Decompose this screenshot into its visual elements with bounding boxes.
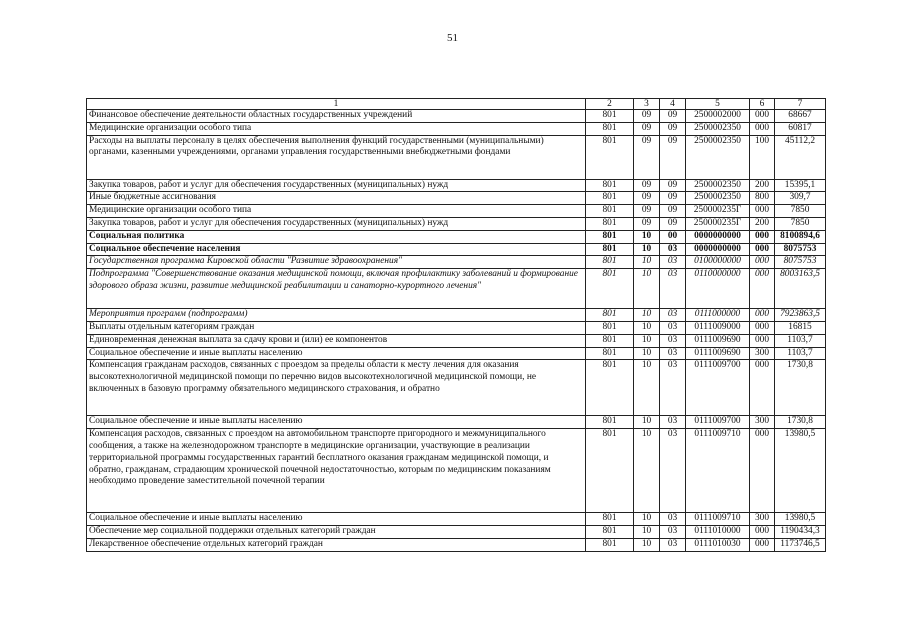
cell-grbs: 801	[586, 538, 634, 551]
cell-subsection: 09	[660, 179, 686, 192]
table-row	[87, 269, 826, 309]
cell-name: Медицинские организации особого типа	[87, 205, 586, 218]
cell-amount: 8075753	[775, 256, 826, 269]
cell-section: 10	[634, 243, 660, 256]
cell-amount: 45112,2	[775, 135, 826, 179]
cell-amount: 16815	[775, 321, 826, 334]
cell-section: 10	[634, 347, 660, 360]
cell-target-article: 2500002350	[686, 122, 750, 135]
cell-name: Закупка товаров, работ и услуг для обеспечения государственных (муниципальных) нужд	[87, 217, 586, 230]
cell-subsection: 03	[660, 334, 686, 347]
cell-amount: 1190434,3	[775, 525, 826, 538]
cell-expense-type: 000	[750, 205, 775, 218]
cell-expense-type: 000	[750, 334, 775, 347]
cell-subsection: 00	[660, 230, 686, 243]
table-row	[87, 334, 826, 347]
cell-section: 10	[634, 269, 660, 309]
cell-subsection: 03	[660, 243, 686, 256]
cell-section: 09	[634, 135, 660, 179]
cell-target-article: 0000000000	[686, 230, 750, 243]
cell-subsection: 09	[660, 122, 686, 135]
cell-grbs: 801	[586, 513, 634, 526]
cell-subsection: 09	[660, 192, 686, 205]
cell-target-article: 250000235Г	[686, 205, 750, 218]
table-row	[87, 230, 826, 243]
cell-subsection: 03	[660, 321, 686, 334]
budget-table	[86, 98, 826, 552]
cell-target-article: 2500002350	[686, 179, 750, 192]
cell-name: Обеспечение мер социальной поддержки отдельных категорий граждан	[87, 525, 586, 538]
cell-expense-type: 000	[750, 243, 775, 256]
cell-grbs: 801	[586, 269, 634, 309]
table-row	[87, 538, 826, 551]
cell-section: 10	[634, 321, 660, 334]
cell-target-article: 0110000000	[686, 269, 750, 309]
cell-target-article: 0111009700	[686, 416, 750, 429]
cell-target-article: 2500002350	[686, 192, 750, 205]
table-row	[87, 360, 826, 416]
cell-name: Подпрограмма "Совершенствование оказания медицинской помощи, включая профилактику заболеваний и формирование здорового образа жизни, развитие медицинской реабилитации и санаторно-курортного лечения"	[87, 269, 586, 309]
cell-name: Социальное обеспечение и иные выплаты населению	[87, 416, 586, 429]
cell-amount: 13980,5	[775, 513, 826, 526]
cell-amount: 13980,5	[775, 429, 826, 513]
cell-subsection: 03	[660, 347, 686, 360]
cell-amount: 8075753	[775, 243, 826, 256]
cell-target-article: 0111009690	[686, 347, 750, 360]
table-row	[87, 513, 826, 526]
cell-target-article: 0111010000	[686, 525, 750, 538]
cell-amount: 309,7	[775, 192, 826, 205]
cell-expense-type: 000	[750, 110, 775, 123]
cell-section: 10	[634, 360, 660, 416]
cell-expense-type: 200	[750, 217, 775, 230]
table-row	[87, 525, 826, 538]
cell-section: 10	[634, 309, 660, 322]
cell-name: Мероприятия программ (подпрограмм)	[87, 309, 586, 322]
cell-name: Государственная программа Кировской области "Развитие здравоохранения"	[87, 256, 586, 269]
cell-grbs: 801	[586, 416, 634, 429]
table-row	[87, 416, 826, 429]
cell-target-article: 250000235Г	[686, 217, 750, 230]
cell-expense-type: 800	[750, 192, 775, 205]
cell-section: 09	[634, 110, 660, 123]
table-row	[87, 309, 826, 322]
table-row	[87, 217, 826, 230]
col-header-expense-type: 6	[750, 99, 775, 110]
cell-amount: 8003163,5	[775, 269, 826, 309]
cell-grbs: 801	[586, 217, 634, 230]
cell-name: Компенсация расходов, связанных с проездом на автомобильном транспорте пригородного и межмуниципального сообщения, а также на железнодорожном транспорте в медицинские организации, участвующие в реализации территориальной программы государственных гарантий бесплатного оказания гражданам медицинской помощи, и обратно, гражданам, страдающим хронической почечной недостаточностью, которым по медицинским показаниям необходимо проведение заместительной почечной терапии	[87, 429, 586, 513]
cell-target-article: 2500002350	[686, 135, 750, 179]
cell-grbs: 801	[586, 360, 634, 416]
cell-name: Выплаты отдельным категориям граждан	[87, 321, 586, 334]
cell-subsection: 09	[660, 135, 686, 179]
cell-expense-type: 000	[750, 122, 775, 135]
cell-section: 10	[634, 429, 660, 513]
cell-expense-type: 000	[750, 256, 775, 269]
cell-subsection: 03	[660, 513, 686, 526]
cell-target-article: 0111010030	[686, 538, 750, 551]
cell-subsection: 03	[660, 538, 686, 551]
cell-grbs: 801	[586, 243, 634, 256]
cell-target-article: 0100000000	[686, 256, 750, 269]
cell-name: Социальное обеспечение и иные выплаты населению	[87, 513, 586, 526]
table-row	[87, 243, 826, 256]
cell-expense-type: 200	[750, 179, 775, 192]
cell-name: Единовременная денежная выплата за сдачу крови и (или) ее компонентов	[87, 334, 586, 347]
cell-expense-type: 000	[750, 230, 775, 243]
cell-subsection: 09	[660, 205, 686, 218]
cell-section: 09	[634, 217, 660, 230]
cell-target-article: 2500002000	[686, 110, 750, 123]
cell-section: 10	[634, 256, 660, 269]
cell-amount: 7923863,5	[775, 309, 826, 322]
cell-amount: 1103,7	[775, 334, 826, 347]
cell-expense-type: 000	[750, 269, 775, 309]
table-row	[87, 429, 826, 513]
table-row	[87, 179, 826, 192]
cell-section: 10	[634, 513, 660, 526]
cell-expense-type: 000	[750, 429, 775, 513]
cell-section: 09	[634, 205, 660, 218]
cell-section: 09	[634, 122, 660, 135]
table-row	[87, 135, 826, 179]
cell-grbs: 801	[586, 321, 634, 334]
cell-grbs: 801	[586, 309, 634, 322]
cell-subsection: 03	[660, 309, 686, 322]
cell-grbs: 801	[586, 135, 634, 179]
cell-name: Медицинские организации особого типа	[87, 122, 586, 135]
cell-target-article: 0111009710	[686, 513, 750, 526]
cell-target-article: 0111009710	[686, 429, 750, 513]
table-header-row	[87, 99, 826, 110]
cell-expense-type: 000	[750, 309, 775, 322]
cell-amount: 7850	[775, 217, 826, 230]
cell-target-article: 0111009700	[686, 360, 750, 416]
cell-expense-type: 000	[750, 525, 775, 538]
cell-target-article: 0111000000	[686, 309, 750, 322]
cell-name: Социальная политика	[87, 230, 586, 243]
cell-subsection: 03	[660, 256, 686, 269]
cell-section: 09	[634, 192, 660, 205]
cell-amount: 1173746,5	[775, 538, 826, 551]
cell-expense-type: 100	[750, 135, 775, 179]
cell-expense-type: 000	[750, 360, 775, 416]
cell-name: Расходы на выплаты персоналу в целях обеспечения выполнения функций государственными (муниципальными) органами, казенными учреждениями, органами управления государственными внебюджетными фондами	[87, 135, 586, 179]
cell-subsection: 03	[660, 525, 686, 538]
cell-amount: 15395,1	[775, 179, 826, 192]
cell-amount: 1103,7	[775, 347, 826, 360]
cell-expense-type: 000	[750, 321, 775, 334]
cell-section: 10	[634, 416, 660, 429]
cell-section: 10	[634, 230, 660, 243]
table-row	[87, 122, 826, 135]
cell-amount: 8100894,6	[775, 230, 826, 243]
cell-name: Закупка товаров, работ и услуг для обеспечения государственных (муниципальных) нужд	[87, 179, 586, 192]
table-row	[87, 110, 826, 123]
cell-amount: 1730,8	[775, 416, 826, 429]
cell-grbs: 801	[586, 192, 634, 205]
cell-subsection: 03	[660, 429, 686, 513]
col-header-section: 3	[634, 99, 660, 110]
cell-section: 10	[634, 334, 660, 347]
col-header-amount: 7	[775, 99, 826, 110]
table-row	[87, 256, 826, 269]
cell-section: 10	[634, 538, 660, 551]
cell-grbs: 801	[586, 230, 634, 243]
cell-grbs: 801	[586, 179, 634, 192]
cell-name: Иные бюджетные ассигнования	[87, 192, 586, 205]
cell-section: 10	[634, 525, 660, 538]
cell-target-article: 0111009000	[686, 321, 750, 334]
table-row	[87, 205, 826, 218]
cell-section: 09	[634, 179, 660, 192]
cell-target-article: 0000000000	[686, 243, 750, 256]
cell-expense-type: 300	[750, 513, 775, 526]
cell-amount: 7850	[775, 205, 826, 218]
cell-grbs: 801	[586, 525, 634, 538]
cell-expense-type: 000	[750, 538, 775, 551]
col-header-subsection: 4	[660, 99, 686, 110]
cell-grbs: 801	[586, 429, 634, 513]
cell-grbs: 801	[586, 110, 634, 123]
cell-amount: 1730,8	[775, 360, 826, 416]
cell-name: Лекарственное обеспечение отдельных категорий граждан	[87, 538, 586, 551]
col-header-target-article: 5	[686, 99, 750, 110]
cell-subsection: 03	[660, 416, 686, 429]
cell-name: Компенсация гражданам расходов, связанных с проездом за пределы области к месту лечения для оказания высокотехнологичной медицинской помощи по перечню видов высокотехнологичной медицинской помощи, не включенных в базовую программу обязательного медицинского страхования, и обратно	[87, 360, 586, 416]
col-header-name: 1	[87, 99, 586, 110]
cell-expense-type: 300	[750, 347, 775, 360]
cell-amount: 68667	[775, 110, 826, 123]
table-body	[87, 110, 826, 552]
cell-grbs: 801	[586, 334, 634, 347]
page-number: 51	[447, 32, 458, 44]
cell-grbs: 801	[586, 347, 634, 360]
cell-subsection: 09	[660, 217, 686, 230]
table-row	[87, 192, 826, 205]
cell-grbs: 801	[586, 122, 634, 135]
cell-name: Социальное обеспечение и иные выплаты населению	[87, 347, 586, 360]
table-row	[87, 347, 826, 360]
cell-subsection: 09	[660, 110, 686, 123]
cell-grbs: 801	[586, 256, 634, 269]
cell-name: Финансовое обеспечение деятельности областных государственных учреждений	[87, 110, 586, 123]
table-row	[87, 321, 826, 334]
cell-amount: 60817	[775, 122, 826, 135]
cell-grbs: 801	[586, 205, 634, 218]
cell-target-article: 0111009690	[686, 334, 750, 347]
cell-expense-type: 300	[750, 416, 775, 429]
col-header-grbs: 2	[586, 99, 634, 110]
cell-name: Социальное обеспечение населения	[87, 243, 586, 256]
cell-subsection: 03	[660, 269, 686, 309]
cell-subsection: 03	[660, 360, 686, 416]
